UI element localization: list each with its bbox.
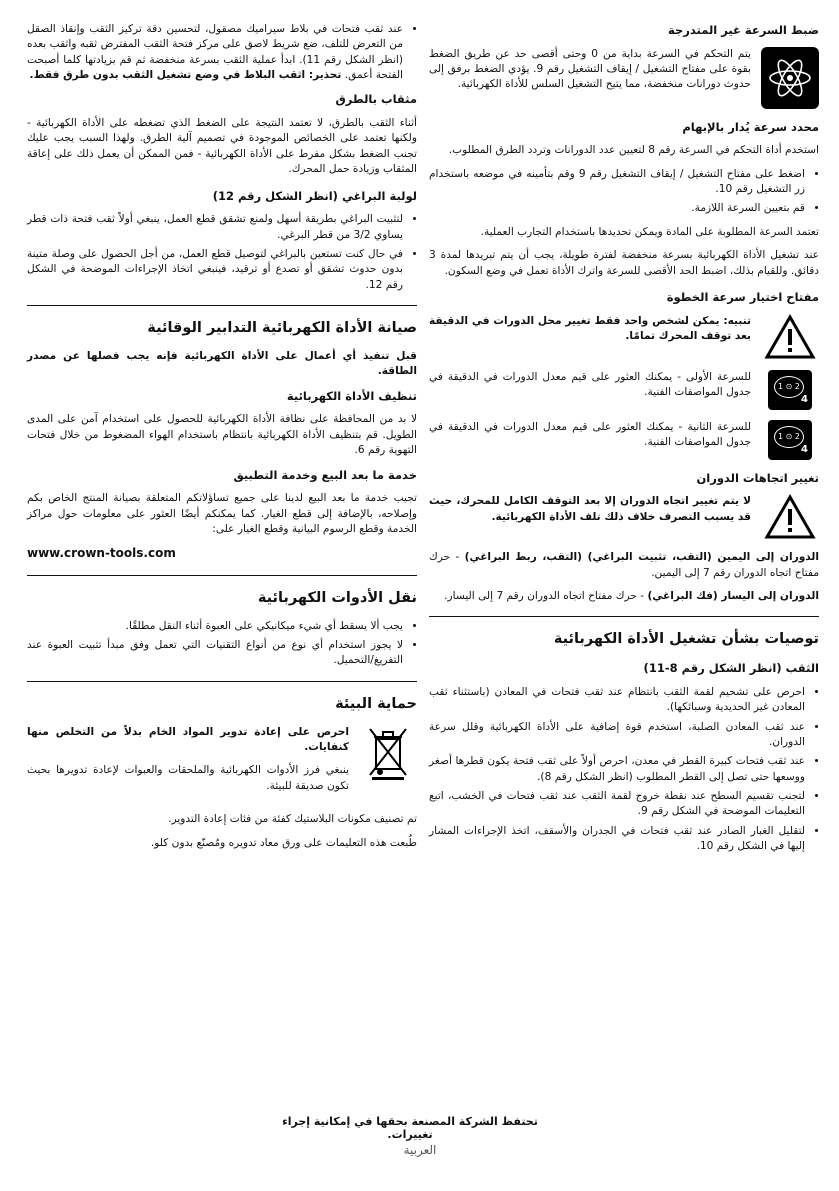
tile-warning: تحذير: اثقب البلاط في وضع تشغيل الثقب بدون طرق فقط. xyxy=(29,69,342,82)
service-url-link[interactable]: www.crown-tools.com xyxy=(27,546,176,561)
service-title: خدمة ما بعد البيع وخدمة التطبيق xyxy=(233,467,417,482)
list-item: • احرص على تشحيم لقمة الثقب بانتظام عند ثقب فتحات في المعادن (باستثناء ثقب المعادن غير الحديدية وسبائكها). xyxy=(429,685,805,716)
rotation-right-text: - حرك مفتاح اتجاه الدوران رقم 7 إلى اليمين. xyxy=(429,551,819,579)
section-transport xyxy=(27,588,417,669)
list-item: • اضغط على مفتاح التشغيل / إيقاف التشغيل رقم 9 وقم بتأمينه في موضعه باستخدام زر التشغيل رقم 10. xyxy=(429,167,805,198)
language-label: العربية xyxy=(403,1143,437,1157)
speed-icon-wrap xyxy=(761,47,819,109)
list-item: • عند ثقب المعادن الصلبة، استخدم قوة إضافية على الأداة الكهربائية وقلل سرعة الدوران. xyxy=(429,720,805,751)
drilling-list xyxy=(429,685,819,855)
gear-2-label: 1 ⊙ 2 xyxy=(774,426,804,448)
hammer-text: أثناء الثقب بالطرق، لا تعتمد النتيجة على الضغط الذي تضغطه على الأداة الكهربائية - ولكنها تعتمد على الخصائص الموجودة في تصميم آلية الطرق. ولهذا السبب يجب عليك تجنب الضغط بشكل مفرط على الأداة الكهربائية - فمن الممكن أن يعمل ذلك على إعاقة المثقاب وزيادة حمل المحرك. xyxy=(27,117,417,176)
list-item: • يجب ألا يسقط أي شيء ميكانيكي على العبوة أثناء النقل مطلقًا. xyxy=(27,619,403,634)
gear-2-icon-wrap xyxy=(761,420,819,460)
section-screws xyxy=(27,188,417,293)
list-item: • لتثبيت البراغي بطريقة أسهل ولمنع تشقق قطع العمل، ينبغي أولاً ثقب فتحة ذات قطر يساوي 3/2 من قطر البرغي. xyxy=(27,212,403,243)
divider xyxy=(27,681,417,682)
list-item: • عند ثقب فتحات كبيرة القطر في معدن، احرص أولاً على ثقب فتحة يكون قطرها أصغر ووسعها حتى تصل إلى القطر المطلوب (انظر الشكل رقم 8). xyxy=(429,754,805,785)
cleaning-title: تنظيف الأداة الكهربائية xyxy=(286,388,417,403)
limiter-list xyxy=(429,167,819,217)
gear-first-row xyxy=(429,370,819,410)
environment-text-group xyxy=(27,725,349,802)
rotation-warning-row xyxy=(429,494,819,540)
maintenance-title: صيانة الأداة الكهربائية التدابير الوقائية xyxy=(147,320,417,337)
divider xyxy=(27,305,417,306)
transport-list xyxy=(27,619,417,669)
warning-triangle-icon xyxy=(764,314,816,360)
maintenance-warning: قبل تنفيذ أي أعمال على الأداة الكهربائية فإنه يجب فصلها عن مصدر الطاقة. xyxy=(27,350,417,378)
tile-text: عند ثقب فتحات في بلاط سيراميك مصقول، لتحسين دقة تركيز الثقب وإنقاذ الصقل من التعرض للتلف، ضع شريط لاصق على مركز فتحة الثقب المفترض ثقبه واثقب بعده (انظر الشكل رقم 11). ابدأ عملية الثقب بسرعة منخفضة ثم قم بزيادتها كلما أصبحت الفتحة أعمق. xyxy=(27,23,403,82)
limiter-intro: استخدم أداة التحكم في السرعة رقم 8 لتعيين عدد الدورانات وتردد الطرق المطلوب. xyxy=(448,144,819,157)
rotation-warning-text: لا يتم تغيير اتجاه الدوران إلا بعد التوقف الكامل للمحرك، حيث قد يسبب التصرف خلاف ذلك تلف الأداة الكهربائية. xyxy=(429,495,751,523)
screws-list xyxy=(27,212,417,293)
section-limiter xyxy=(429,119,819,279)
limiter-title: محدد سرعة يُدار بالإبهام xyxy=(682,119,819,134)
gear-first-icon xyxy=(768,370,812,410)
recycle-bin-icon-wrap xyxy=(359,725,417,781)
gear-warning-text: تنبيه: يمكن لشخص واحد فقط تغيير محل الدورات في الدقيقة بعد توقف المحرك تمامًا. xyxy=(429,314,751,342)
list-item: • لا يجوز استخدام أي نوع من أنواع التقنيات التي تعمل وفق مبدأ تثبيت العبوة عند التفريغ/التحميل. xyxy=(27,638,403,669)
speed-control-row xyxy=(429,47,819,109)
divider xyxy=(27,575,417,576)
gear-1-icon-wrap xyxy=(761,370,819,410)
rotation-right-para xyxy=(429,550,819,581)
warning-icon-wrap xyxy=(761,314,819,360)
rotation-left-text: - حرك مفتاح اتجاه الدوران رقم 7 إلى اليسار. xyxy=(444,589,648,602)
rotation-left-para xyxy=(429,589,819,604)
section-rotation xyxy=(429,470,819,605)
list-item: • قم بتعيين السرعة اللازمة. xyxy=(429,201,805,216)
section-recommendations xyxy=(429,629,819,854)
list-item xyxy=(27,22,403,83)
gear-warning-row xyxy=(429,314,819,360)
section-speed-control xyxy=(429,22,819,109)
environment-row xyxy=(27,725,417,802)
gear-first-text: للسرعة الأولى - يمكنك العثور على قيم معدل الدورات في الدقيقة في جدول المواصفات الفنية. xyxy=(429,370,751,398)
cleaning-text: لا بد من المحافظة على نظافة الأداة الكهربائية للحصول على استخدام آمن على المدى الطويل. قم بتنظيف الأداة الكهربائية بانتظام باستخدام الهواء المضغوط من خلال فتحات التهوية رقم 6. xyxy=(27,413,417,457)
screws-title: لولبة البراغي (انظر الشكل رقم 12) xyxy=(212,188,417,203)
gear-second-icon xyxy=(768,420,812,460)
warning-icon-wrap-2 xyxy=(761,494,819,540)
rotation-left-label: الدوران إلى اليسار (فك البراغي) xyxy=(647,589,819,602)
gear-1-number: 4 xyxy=(801,394,808,406)
atom-icon xyxy=(761,47,819,109)
right-column xyxy=(429,22,819,865)
tile-list xyxy=(27,22,417,83)
section-maintenance xyxy=(27,318,417,563)
drilling-title: الثقب (انظر الشكل رقم 8-11) xyxy=(643,661,819,676)
speed-control-text: يتم التحكم في السرعة بداية من 0 وحتى أقصى حد عن طريق الضغط بقوة على مفتاح التشغيل / إيقاف التشغيل رقم 9. يؤدي الضغط برفق إلى حدوث دورانات منخفضة، مما يتيح التشغيل السلس للأداة الكهربائية. xyxy=(429,47,751,91)
gear-1-label: 1 ⊙ 2 xyxy=(774,376,804,398)
gear-title: مفتاح اختيار سرعة الخطوة xyxy=(666,289,819,304)
environment-text-1: ينبغي فرز الأدوات الكهربائية والملحقات والعبوات لإعادة تدويرها بحيث تكون صديقة للبيئة. xyxy=(27,764,349,792)
list-item: • في حال كنت تستعين بالبراغي لتوصيل قطع العمل، من أجل الحصول على وصلة متينة بدون حدوث تشقق أو تصدع أو ترقيد، فينبغي اتخاذ الإجراءات الموضحة في الشكل رقم 12. xyxy=(27,247,403,293)
transport-title: نقل الأدوات الكهربائية xyxy=(257,589,417,606)
speed-explanation-1: تعتمد السرعة المطلوبة على المادة ويمكن تحديدها باستخدام التجارب العملية. xyxy=(480,225,819,238)
manufacturer-notice: تحتفظ الشركة المصنعة بحقها في إمكانية إجراء تغييرات. xyxy=(282,1115,538,1141)
divider xyxy=(429,616,819,617)
section-environment xyxy=(27,694,417,851)
hammer-title: مثقاب بالطرق xyxy=(335,92,417,107)
speed-control-title: ضبط السرعة غير المتدرجة xyxy=(668,23,819,37)
rotation-title: تغيير اتجاهات الدوران xyxy=(696,470,819,485)
list-item: • لتقليل الغبار الصادر عند ثقب فتحات في الجدران والأسقف، اتخذ الإجراءات المشار إليها في الشكل رقم 10. xyxy=(429,824,805,855)
environment-title: حماية البيئة xyxy=(335,695,417,712)
speed-explanation-2: عند تشغيل الأداة الكهربائية بسرعة منخفضة لفترة طويلة، يجب أن يتم تبريدها لمدة 3 دقائق. وللقيام بذلك، اضبط الحد الأقصى للسرعة واترك الأداة تعمل في وضع السكون. xyxy=(429,249,819,277)
list-item: • لتجنب تقسيم السطح عند نقطة خروج لقمة الثقب عند ثقب فتحات في الخشب، اتبع التعليمات الموضحة في الشكل رقم 9. xyxy=(429,789,805,820)
service-text: تجيب خدمة ما بعد البيع لدينا على جميع تساؤلاتكم المتعلقة بصيانة المنتج الخاص بكم وإصلاحه، بالإضافة إلى قطع الغيار. كما يمكنكم أيضًا العثور على معلومات حول مراكز الخدمة وقطع الرسوم البيانية وقطع الغيار على: xyxy=(27,492,417,535)
gear-second-text: للسرعة الثانية - يمكنك العثور على قيم معدل الدورات في الدقيقة في جدول المواصفات الفنية. xyxy=(429,420,751,448)
section-gear-selector xyxy=(429,289,819,460)
warning-triangle-icon xyxy=(764,494,816,540)
gear-second-row xyxy=(429,420,819,460)
crossed-bin-icon xyxy=(365,725,411,781)
environment-bold-text: احرص على إعادة تدوير المواد الخام بدلاً من التخلص منها كنفايات. xyxy=(27,725,349,754)
section-hammer xyxy=(27,91,417,177)
gear-2-number: 4 xyxy=(801,444,808,456)
recommendations-title: توصيات بشأن تشغيل الأداة الكهربائية xyxy=(553,631,819,648)
environment-text-2: تم تصنيف مكونات البلاستيك كفئة من فئات إعادة التدوير. xyxy=(168,813,417,826)
rotation-right-label: الدوران إلى اليمين (التقب، تثبيت البراغي) (التقب، ربط البراغي) xyxy=(464,551,820,564)
left-column xyxy=(27,22,417,861)
environment-text-3: طُبعت هذه التعليمات على ورق معاد تدويره ومُصنّع بدون كلو. xyxy=(150,836,417,849)
